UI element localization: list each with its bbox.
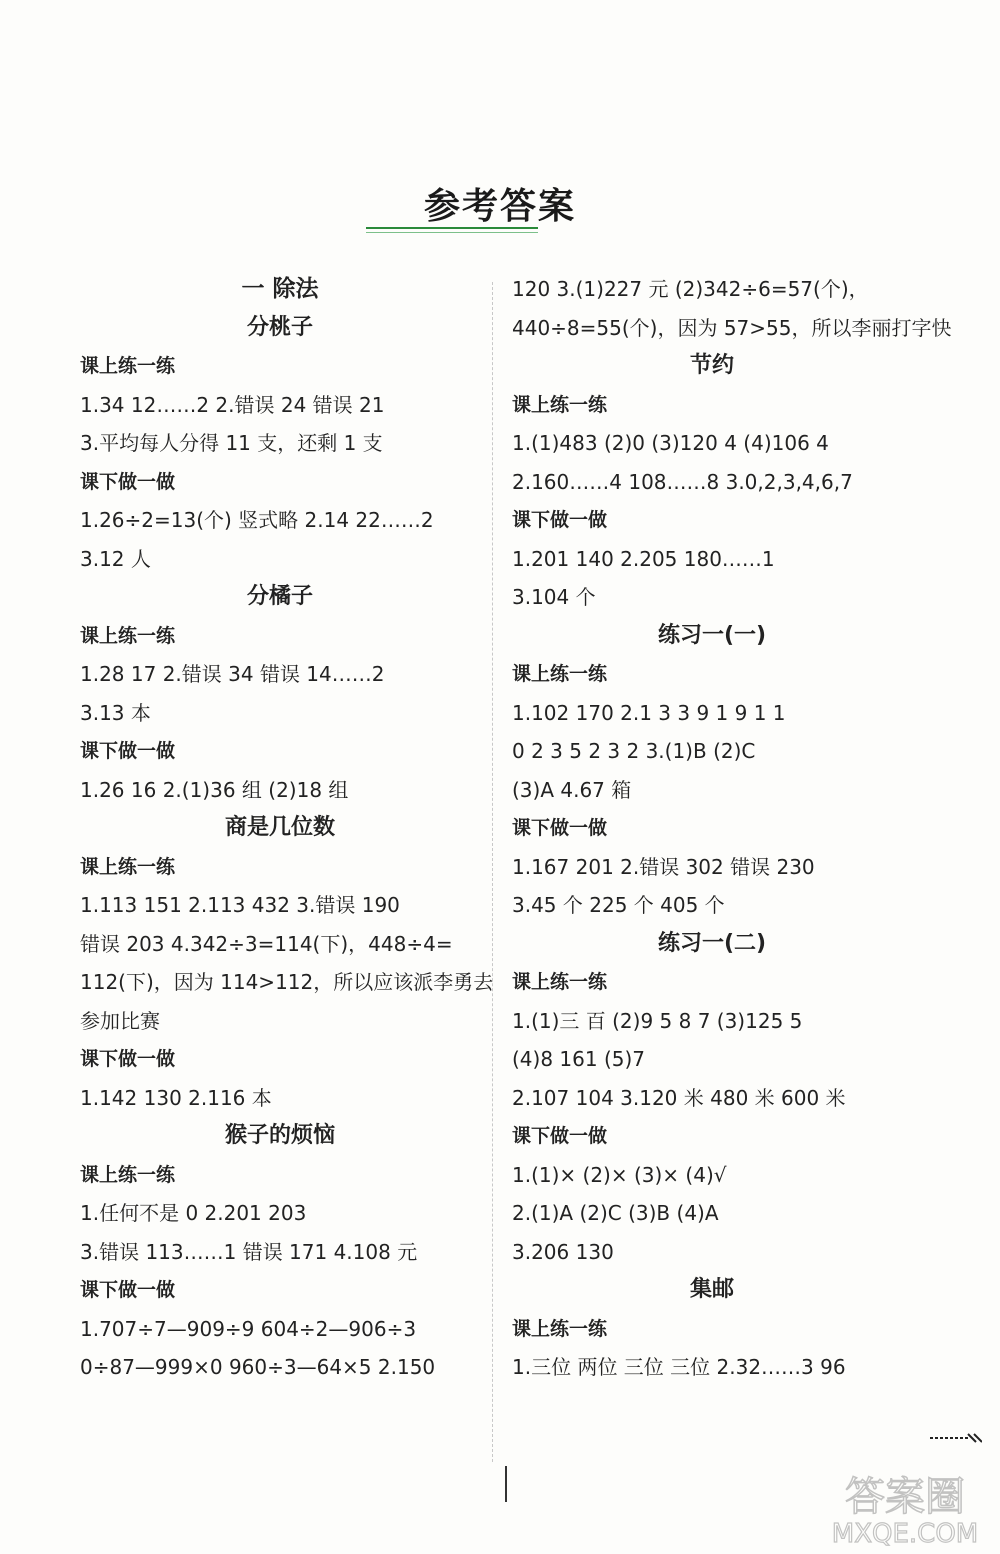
exercise-label: 课上练一练: [80, 624, 176, 647]
exercise-label: 课上练一练: [80, 355, 176, 377]
answer-line: 2.107 104 3.120 米 480 米 600 米: [512, 1085, 846, 1110]
answer-line: 3.45 个 225 个 405 个: [512, 893, 725, 917]
answer-line: 1.102 170 2.1 3 3 9 1 9 1 1: [512, 700, 786, 725]
answer-line: 3.12 人: [80, 546, 151, 571]
svg-text:答案圈: 答案圈: [845, 1474, 965, 1520]
exercise-label: 课上练一练: [512, 971, 608, 993]
watermark-logo: [820, 1460, 990, 1550]
answer-line: 3.104 个: [512, 585, 596, 609]
answer-line: 1.142 130 2.116 本: [80, 1085, 272, 1110]
section-heading: 练习一(二): [657, 930, 767, 956]
answer-line: 3.206 130: [512, 1239, 614, 1264]
section-heading: 节约: [689, 353, 734, 378]
answer-line: 1.(1)× (2)× (3)× (4)√: [512, 1162, 727, 1187]
exercise-label: 课上练一练: [512, 1317, 608, 1340]
section-heading: 集邮: [689, 1277, 734, 1302]
answer-line: 1.三位 两位 三位 三位 2.32……3 96: [512, 1355, 846, 1379]
title-underline: [366, 227, 538, 229]
answer-line: 1.26÷2=13(个) 竖式略 2.14 22……2: [80, 508, 434, 532]
answer-line: 1.26 16 2.(1)36 组 (2)18 组: [80, 777, 349, 802]
answer-line: 2.(1)A (2)C (3)B (4)A: [512, 1201, 719, 1225]
answer-line: 1.(1)三 百 (2)9 5 8 7 (3)125 5: [512, 1008, 803, 1033]
section-heading: 商是几位数: [224, 815, 335, 840]
exercise-label: 课下做一做: [512, 509, 608, 531]
section-heading: 分橘子: [246, 584, 313, 609]
page-corner-decoration: [930, 1432, 982, 1444]
answer-line: 1.34 12……2 2.错误 24 错误 21: [80, 392, 385, 417]
section-heading: 猴子的烦恼: [224, 1123, 335, 1148]
answer-line: 120 3.(1)227 元 (2)342÷6=57(个)，: [512, 277, 869, 301]
answer-line: 3.13 本: [80, 700, 151, 725]
chapter-heading: 一 除法: [241, 276, 319, 302]
section-heading: 分桃子: [246, 314, 313, 340]
exercise-label: 课下做一做: [80, 740, 176, 762]
answer-line: 1.167 201 2.错误 302 错误 230: [512, 854, 815, 879]
answer-line: 错误 203 4.342÷3=114(下)，448÷4=: [80, 931, 453, 956]
exercise-label: 课上练一练: [512, 393, 608, 416]
answer-line: 3.错误 113……1 错误 171 4.108 元: [80, 1239, 418, 1264]
exercise-label: 课下做一做: [512, 817, 608, 839]
column-divider: [492, 282, 494, 1462]
answer-line: 440÷8=55(个)，因为 57>55，所以李丽打字快: [512, 315, 952, 340]
answer-line: 参加比赛: [80, 1008, 160, 1033]
answer-line: 3.平均每人分得 11 支，还剩 1 支: [80, 431, 383, 455]
svg-text:MXQE.COM: MXQE.COM: [831, 1519, 979, 1549]
section-heading: 练习一(一): [657, 622, 767, 648]
exercise-label: 课下做一做: [80, 1048, 176, 1070]
answer-line: 112(下)，因为 114>112，所以应该派李勇去: [80, 970, 494, 994]
exercise-label: 课上练一练: [512, 663, 608, 685]
answer-line: 1.任何不是 0 2.201 203: [80, 1201, 307, 1225]
answer-line: (4)8 161 (5)7: [512, 1047, 645, 1071]
answer-line: 0÷87—999×0 960÷3—64×5 2.150: [80, 1355, 436, 1379]
answer-line: 1.(1)483 (2)0 (3)120 4 (4)106 4: [512, 431, 829, 455]
binding-mark: [505, 1466, 507, 1502]
answer-line: 0 2 3 5 2 3 2 3.(1)B (2)C: [512, 739, 756, 763]
answer-line: (3)A 4.67 箱: [512, 777, 632, 802]
exercise-label: 课下做一做: [80, 470, 176, 493]
page-title: 参考答案: [423, 186, 576, 227]
title-underline-secondary: [366, 232, 538, 233]
exercise-label: 课上练一练: [80, 855, 176, 878]
answer-line: 1.707÷7—909÷9 604÷2—906÷3: [80, 1316, 417, 1341]
answer-line: 2.160……4 108……8 3.0,2,3,4,6,7: [512, 469, 853, 494]
answer-line: 1.113 151 2.113 432 3.错误 190: [80, 893, 400, 917]
right-column: [512, 270, 952, 1387]
left-column: [80, 270, 494, 1387]
exercise-label: 课上练一练: [80, 1163, 176, 1186]
exercise-label: 课下做一做: [512, 1125, 608, 1147]
exercise-label: 课下做一做: [80, 1279, 176, 1301]
answer-line: 1.28 17 2.错误 34 错误 14……2: [80, 662, 385, 686]
answer-line: 1.201 140 2.205 180……1: [512, 546, 775, 571]
